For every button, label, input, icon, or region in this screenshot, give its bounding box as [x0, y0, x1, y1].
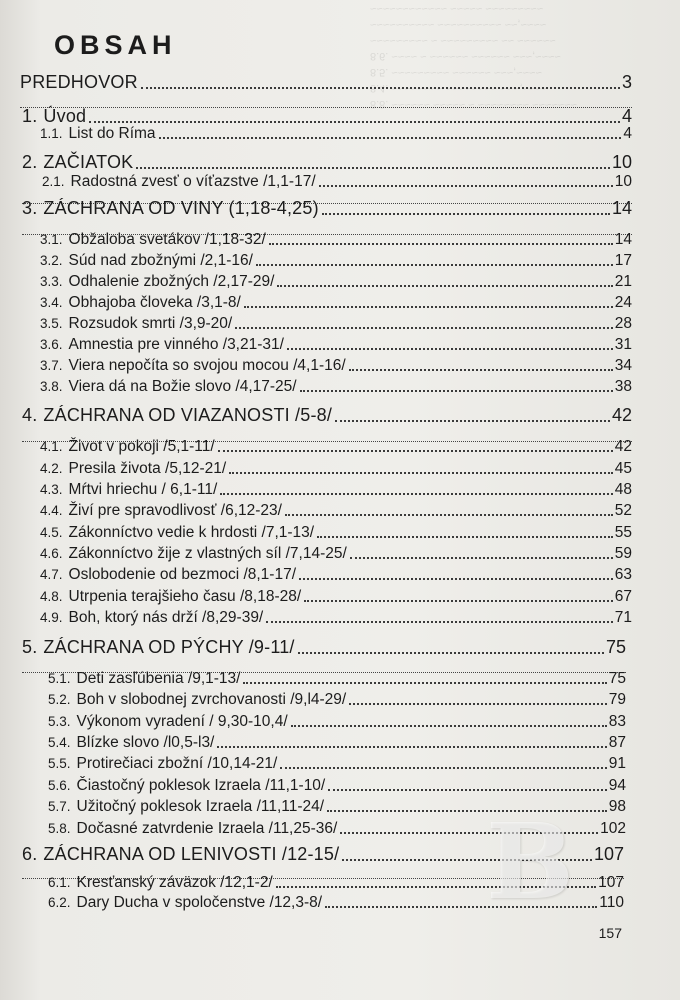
toc-section-entry [40, 502, 632, 520]
entry-title [48, 777, 325, 795]
entry-page-number: 34 [614, 357, 632, 374]
entry-number: 4.2. [40, 461, 63, 476]
entry-number: 3.3. [40, 274, 63, 289]
entry-number: 4.6. [40, 546, 63, 561]
entry-label: Protirečiaci zbožní /10,14-21/ [76, 755, 278, 772]
dot-leader [217, 746, 606, 748]
dot-leader [218, 450, 613, 452]
entry-label: Radostná zvesť o víťazstve /1,1-17/ [70, 173, 316, 190]
toc-section-entry [40, 231, 632, 249]
entry-title [40, 502, 282, 520]
entry-title [40, 588, 301, 606]
entry-page-number: 102 [600, 820, 626, 837]
dot-leader [287, 348, 613, 350]
toc-section-entry [40, 378, 632, 396]
toc-section-entry [40, 588, 632, 606]
entry-page-number: 87 [608, 734, 626, 751]
toc-section-entry [40, 357, 632, 375]
entry-title [40, 566, 296, 584]
toc-section-entry [48, 670, 626, 688]
entry-title [22, 405, 332, 426]
entry-page-number: 10 [611, 152, 632, 172]
toc-section-entry [40, 481, 632, 499]
dot-leader [269, 243, 613, 245]
entry-title [40, 357, 346, 375]
toc-section-entry [48, 777, 626, 795]
entry-page-number: 67 [614, 588, 632, 605]
entry-number: 2.1. [42, 174, 65, 189]
entry-title [40, 524, 314, 542]
entry-page-number: 48 [614, 481, 632, 498]
entry-title [48, 691, 346, 709]
entry-number: 3.4. [40, 295, 63, 310]
entry-number: 5.2. [48, 692, 71, 707]
entry-number: 4.9. [40, 610, 63, 625]
toc-section-entry [40, 609, 632, 627]
toc-chapter-entry [22, 405, 632, 426]
dot-leader [235, 327, 613, 329]
entry-number: 5.6. [48, 778, 71, 793]
entry-label: Deti zasľúbenia /9,1-13/ [76, 670, 241, 687]
dot-leader [285, 514, 613, 516]
entry-title [40, 315, 232, 333]
entry-title [40, 545, 347, 563]
entry-page-number: 75 [608, 670, 626, 687]
entry-title [40, 336, 284, 354]
entry-label: Boh, ktorý nás drží /8,29-39/ [68, 609, 264, 626]
entry-number: 3.2. [40, 253, 63, 268]
entry-label: Boh v slobodnej zvrchovanosti /9,l4-29/ [76, 691, 347, 708]
entry-label: Obžaloba svetákov /1,18-32/ [68, 231, 266, 248]
entry-page-number: 31 [614, 336, 632, 353]
entry-label: ZÁCHRANA OD VINY (1,18-4,25) [43, 198, 319, 218]
entry-page-number: 14 [611, 198, 632, 218]
entry-title [48, 713, 288, 731]
entry-title [20, 72, 138, 93]
entry-number: 5. [22, 637, 38, 657]
entry-number: 6.2. [48, 895, 71, 910]
dot-leader [243, 682, 606, 684]
toc-section-entry [40, 524, 632, 542]
toc-section-entry [48, 691, 626, 709]
dot-leader [256, 264, 613, 266]
dot-leader [319, 185, 613, 187]
entry-label: Zákonníctvo žije z vlastných síl /7,14-25/ [68, 545, 347, 562]
entry-page-number: 55 [614, 524, 632, 541]
entry-label: Rozsudok smrti /3,9-20/ [68, 315, 233, 332]
entry-number: 5.3. [48, 714, 71, 729]
toc-section-entry [40, 294, 632, 312]
dot-leader [335, 420, 610, 422]
toc-chapter-entry [22, 198, 632, 219]
toc-section-entry [48, 755, 626, 773]
dot-leader [229, 472, 613, 474]
dot-leader [299, 578, 613, 580]
dot-leader [141, 87, 620, 89]
dot-leader [266, 621, 613, 623]
entry-title [22, 844, 339, 865]
entry-label: Úvod [43, 106, 87, 126]
toc-section-entry [48, 734, 626, 752]
entry-title [40, 460, 226, 478]
entry-label: Dočasné zatvrdenie Izraela /11,25-36/ [76, 820, 338, 837]
dot-leader [298, 652, 604, 654]
toc-section-entry [40, 566, 632, 584]
show-through-text: 8.8. ~~~~~~ ~~~~~ ~ ~~~~~~~~ ~~~~~~~ 8.4. ~~~~~~~~ ~~~~~~~~ ~~~,~~~~ 8.5. ~~~~~~~~~ ~~~~~~ ~~~,~~~~ 8.6. ~~~~ ~ ~~~~~~ ~~~~~~ ~~~,~~~~ ~~~~~~~~~ ~ ~~~~~~~~~ ~~ ~~~~~~ ~~~~~~~~~~ ~~~~~~~~~~ ~~,~~~~ ~~~~~~~~~~~~ ~~~~~ ~~~~~~~~~ [370, 2, 578, 110]
entry-label: Viera nepočíta so svojou mocou /4,1-16/ [68, 357, 346, 374]
entry-label: Výkonom vyradení / 9,30-10,4/ [76, 713, 288, 730]
entry-label: Mŕtvi hriechu / 6,1-11/ [68, 481, 218, 498]
dot-leader [349, 703, 607, 705]
entry-page-number: 3 [621, 72, 632, 92]
entry-page-number: 107 [593, 844, 624, 864]
entry-number: 5.5. [48, 756, 71, 771]
entry-page-number: 45 [614, 460, 632, 477]
entry-title [48, 820, 337, 838]
entry-number: 3.5. [40, 316, 63, 331]
dot-leader [349, 369, 613, 371]
entry-number: 4.4. [40, 503, 63, 518]
entry-label: Presila života /5,12-21/ [68, 460, 227, 477]
entry-page-number: 107 [598, 874, 624, 891]
entry-number: 5.8. [48, 821, 71, 836]
entry-number: 1. [22, 106, 38, 126]
toc-section-entry [40, 252, 632, 270]
entry-page-number: 94 [608, 777, 626, 794]
entry-label: ZÁCHRANA OD LENIVOSTI /12-15/ [43, 844, 340, 864]
toc-chapter-entry [22, 152, 632, 173]
entry-number: 1.1. [40, 126, 63, 141]
entry-page-number: 10 [614, 173, 632, 190]
entry-title [22, 152, 133, 173]
entry-label: Oslobodenie od bezmoci /8,1-17/ [68, 566, 297, 583]
entry-label: Zákonníctvo vedie k hrdosti /7,1-13/ [68, 524, 315, 541]
entry-title [48, 670, 240, 688]
entry-number: 4.7. [40, 567, 63, 582]
page-number: 157 [598, 925, 622, 941]
toc-section-entry [40, 273, 632, 291]
entry-number: 4.3. [40, 482, 63, 497]
bookseller-logo-watermark: B [486, 800, 574, 923]
entry-page-number: 21 [614, 273, 632, 290]
entry-page-number: 59 [614, 545, 632, 562]
entry-label: Život v pokoji /5,1-11/ [68, 438, 215, 455]
entry-page-number: 4 [623, 125, 632, 142]
entry-page-number: 14 [614, 231, 632, 248]
toc-section-entry [40, 438, 632, 456]
entry-label: PREDHOVOR [20, 72, 138, 92]
dot-leader [317, 536, 613, 538]
entry-number: 5.4. [48, 735, 71, 750]
toc-section-entry [40, 545, 632, 563]
entry-page-number: 79 [608, 691, 626, 708]
dot-leader [159, 137, 622, 139]
entry-page-number: 24 [614, 294, 632, 311]
entry-number: 4.8. [40, 589, 63, 604]
entry-title [40, 294, 241, 312]
entry-title [40, 378, 297, 396]
dot-leader [291, 725, 607, 727]
dot-leader [328, 789, 607, 791]
entry-title [40, 273, 274, 291]
toc-title: OBSAH [54, 30, 177, 60]
dot-leader [89, 121, 620, 123]
entry-title [48, 798, 324, 816]
toc-section-entry [40, 125, 632, 143]
entry-page-number: 91 [608, 755, 626, 772]
entry-label: ZÁCHRANA OD PÝCHY /9-11/ [43, 637, 295, 657]
toc-chapter-entry [22, 106, 632, 127]
entry-title [40, 252, 253, 270]
entry-label: Užitočný poklesok Izraela /11,11-24/ [76, 798, 325, 815]
entry-label: Živí pre spravodlivosť /6,12-23/ [68, 502, 282, 519]
entry-title [40, 609, 263, 627]
toc-chapter-entry [22, 637, 626, 658]
entry-page-number: 71 [614, 609, 632, 626]
entry-title [40, 438, 215, 456]
entry-label: ZAČIATOK [43, 152, 134, 172]
dot-leader [136, 167, 610, 169]
entry-title [40, 125, 156, 143]
entry-label: Čiastočný poklesok Izraela /11,1-10/ [76, 777, 326, 794]
toc-section-entry [42, 173, 632, 191]
entry-label: Amnestia pre vinného /3,21-31/ [68, 336, 284, 353]
entry-title [48, 894, 322, 912]
entry-label: Odhalenie zbožných /2,17-29/ [68, 273, 275, 290]
entry-label: Dary Ducha v spoločenstve /12,3-8/ [76, 894, 323, 911]
entry-label: Obhajoba človeka /3,1-8/ [68, 294, 241, 311]
entry-number: 5.1. [48, 671, 71, 686]
entry-title [40, 481, 217, 499]
dot-leader [322, 213, 610, 215]
entry-number: 4.5. [40, 525, 63, 540]
entry-title [48, 734, 214, 752]
entry-number: 5.7. [48, 799, 71, 814]
toc-section-entry [40, 460, 632, 478]
entry-title [40, 231, 266, 249]
entry-page-number: 42 [611, 405, 632, 425]
entry-label: Kresťanský záväzok /12,1-2/ [76, 874, 273, 891]
toc-section-entry [48, 713, 626, 731]
dot-leader [220, 493, 612, 495]
dot-leader [304, 600, 613, 602]
toc-section-entry [40, 315, 632, 333]
entry-number: 3.7. [40, 358, 63, 373]
entry-page-number: 75 [605, 637, 626, 657]
entry-number: 3. [22, 198, 38, 218]
entry-label: Viera dá na Božie slovo /4,17-25/ [68, 378, 297, 395]
entry-title [48, 874, 273, 892]
entry-page-number: 83 [608, 713, 626, 730]
entry-page-number: 42 [614, 438, 632, 455]
entry-title [22, 637, 295, 658]
entry-number: 6.1. [48, 875, 71, 890]
toc-chapter-entry [20, 72, 632, 93]
entry-title [48, 755, 277, 773]
entry-label: ZÁCHRANA OD VIAZANOSTI /5-8/ [43, 405, 333, 425]
toc-section-entry [40, 336, 632, 354]
dot-leader [280, 767, 606, 769]
entry-page-number: 98 [608, 798, 626, 815]
entry-number: 3.1. [40, 232, 63, 247]
entry-label: Súd nad zbožnými /2,1-16/ [68, 252, 253, 269]
entry-number: 4. [22, 405, 38, 425]
entry-number: 2. [22, 152, 38, 172]
dot-leader [350, 557, 613, 559]
entry-title [22, 106, 86, 127]
entry-number: 4.1. [40, 439, 63, 454]
entry-label: List do Ríma [68, 125, 156, 142]
dot-leader [277, 285, 612, 287]
entry-page-number: 52 [614, 502, 632, 519]
entry-title [42, 173, 316, 191]
entry-title [22, 198, 319, 219]
entry-page-number: 28 [614, 315, 632, 332]
entry-number: 6. [22, 844, 38, 864]
entry-number: 3.6. [40, 337, 63, 352]
entry-page-number: 38 [614, 378, 632, 395]
entry-page-number: 63 [614, 566, 632, 583]
dot-leader [300, 390, 613, 392]
entry-page-number: 4 [621, 106, 632, 126]
entry-page-number: 17 [614, 252, 632, 269]
dot-leader [244, 306, 613, 308]
entry-label: Utrpenia terajšieho času /8,18-28/ [68, 588, 302, 605]
entry-label: Blízke slovo /l0,5-l3/ [76, 734, 215, 751]
entry-number: 3.8. [40, 379, 63, 394]
entry-page-number: 110 [599, 894, 624, 911]
